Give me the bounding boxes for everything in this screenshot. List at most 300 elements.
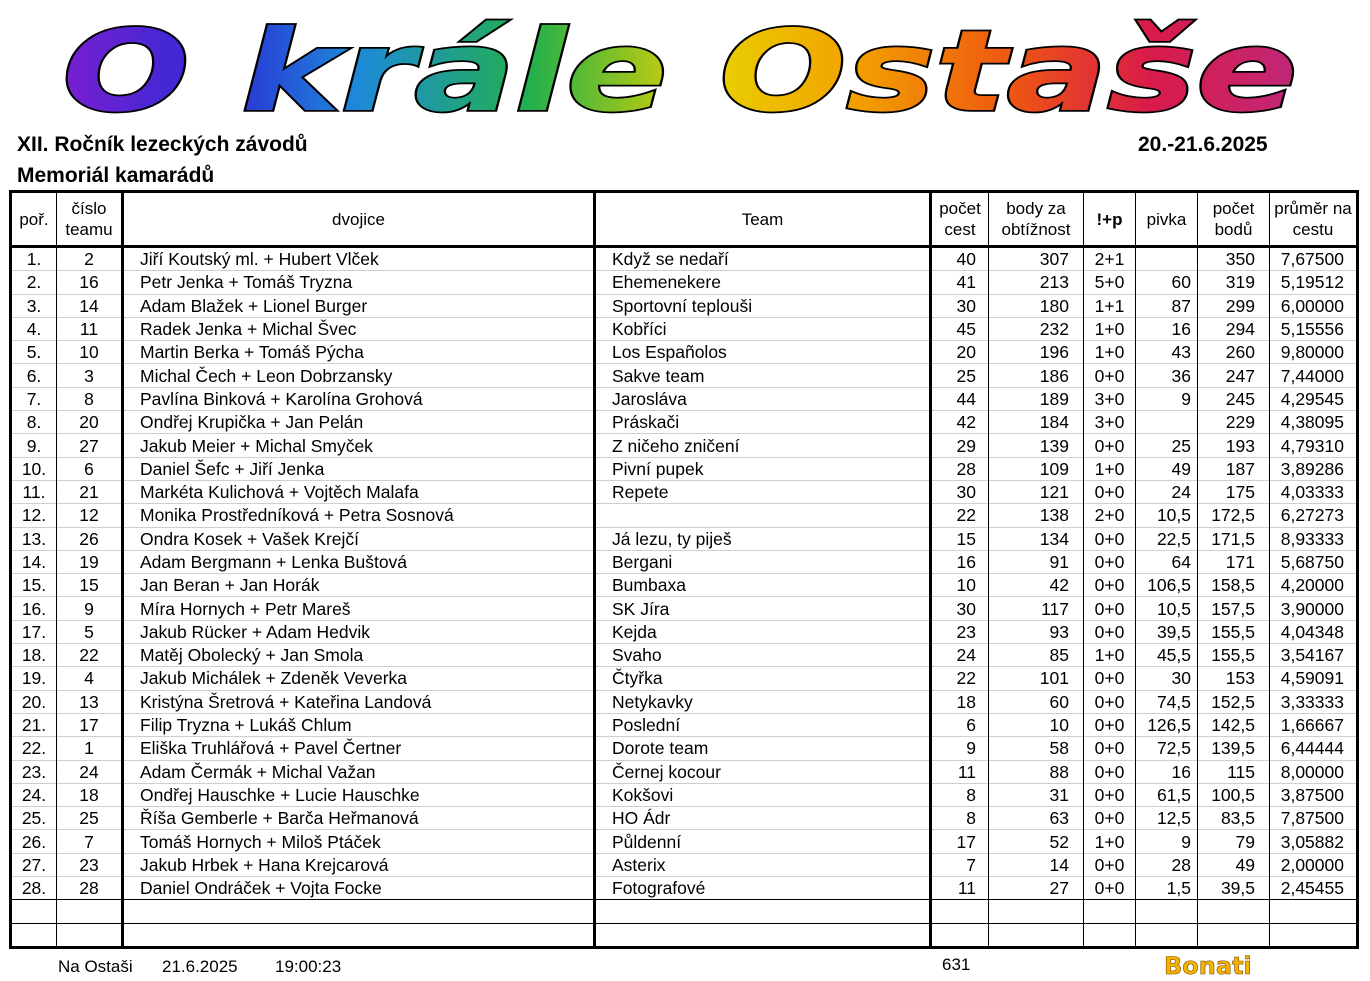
- date-range: 20.-21.6.2025: [1138, 133, 1268, 156]
- cell-body-za-obtiznost: 91: [989, 550, 1084, 573]
- cell-cislo-teamu: 15: [57, 574, 123, 597]
- cell-bonus: 1+1: [1084, 294, 1136, 317]
- cell-body-za-obtiznost: 117: [989, 597, 1084, 620]
- cell-body-za-obtiznost: 121: [989, 480, 1084, 503]
- cell-bonus: 5+0: [1084, 271, 1136, 294]
- cell-bonus: 1+0: [1084, 830, 1136, 853]
- cell-bonus: 0+0: [1084, 877, 1136, 900]
- cell-pivka: 24: [1136, 480, 1198, 503]
- cell-pivka: 60: [1136, 271, 1198, 294]
- cell-cislo-teamu: 21: [57, 480, 123, 503]
- cell-pocet-cest: 10: [931, 574, 989, 597]
- cell-body-za-obtiznost: 42: [989, 574, 1084, 597]
- table-row: [11, 387, 1358, 410]
- footer-time: 19:00:23: [275, 957, 342, 976]
- cell-poradi: 27.: [11, 853, 57, 876]
- cell-pocet-bodu: 299: [1198, 294, 1270, 317]
- table-row: [11, 737, 1358, 760]
- cell-pocet-bodu: 319: [1198, 271, 1270, 294]
- cell-pocet-bodu: 171,5: [1198, 527, 1270, 550]
- cell-pocet-cest: 11: [931, 877, 989, 900]
- cell-pocet-cest: 30: [931, 597, 989, 620]
- cell-team: Čtyřka: [595, 667, 931, 690]
- cell-dvojice: Jakub Meier + Michal Smyček: [123, 434, 595, 457]
- cell-pocet-cest: 6: [931, 713, 989, 736]
- cell-poradi: 17.: [11, 620, 57, 643]
- cell-body-za-obtiznost: 58: [989, 737, 1084, 760]
- cell-body-za-obtiznost: 213: [989, 271, 1084, 294]
- cell-pocet-cest: 22: [931, 504, 989, 527]
- table-row: [11, 877, 1358, 900]
- cell-dvojice: Eliška Truhlářová + Pavel Čertner: [123, 737, 595, 760]
- cell-dvojice: Daniel Ondráček + Vojta Focke: [123, 877, 595, 900]
- cell-prumer: 8,00000: [1270, 760, 1358, 783]
- cell-bonus: 0+0: [1084, 690, 1136, 713]
- cell-poradi: 16.: [11, 597, 57, 620]
- cell-body-za-obtiznost: 85: [989, 644, 1084, 667]
- cell-prumer: 4,59091: [1270, 667, 1358, 690]
- table-row: [11, 434, 1358, 457]
- cell-body-za-obtiznost: 88: [989, 760, 1084, 783]
- cell-pocet-cest: 17: [931, 830, 989, 853]
- cell-pocet-cest: 8: [931, 807, 989, 830]
- cell-poradi: 15.: [11, 574, 57, 597]
- cell-cislo-teamu: 20: [57, 411, 123, 434]
- cell-bonus: 0+0: [1084, 783, 1136, 806]
- table-row: [11, 644, 1358, 667]
- cell-prumer: 2,45455: [1270, 877, 1358, 900]
- cell-dvojice: Jiří Koutský ml. + Hubert Vlček: [123, 247, 595, 271]
- cell-team: Bumbaxa: [595, 574, 931, 597]
- cell-prumer: 5,15556: [1270, 317, 1358, 340]
- cell-team: Půldenní: [595, 830, 931, 853]
- cell-poradi: 14.: [11, 550, 57, 573]
- cell-dvojice: Ondřej Hauschke + Lucie Hauschke: [123, 783, 595, 806]
- cell-pocet-bodu: 187: [1198, 457, 1270, 480]
- empty-cell: [989, 900, 1084, 923]
- cell-team: Asterix: [595, 853, 931, 876]
- cell-dvojice: Martin Berka + Tomáš Pýcha: [123, 341, 595, 364]
- empty-cell: [931, 923, 989, 947]
- cell-body-za-obtiznost: 186: [989, 364, 1084, 387]
- empty-cell: [595, 923, 931, 947]
- cell-body-za-obtiznost: 31: [989, 783, 1084, 806]
- cell-dvojice: Filip Tryzna + Lukáš Chlum: [123, 713, 595, 736]
- cell-pocet-cest: 29: [931, 434, 989, 457]
- cell-team: Pivní pupek: [595, 457, 931, 480]
- cell-prumer: 4,38095: [1270, 411, 1358, 434]
- cell-cislo-teamu: 24: [57, 760, 123, 783]
- table-row: [11, 760, 1358, 783]
- cell-cislo-teamu: 28: [57, 877, 123, 900]
- cell-pivka: 64: [1136, 550, 1198, 573]
- cell-pocet-bodu: 260: [1198, 341, 1270, 364]
- cell-dvojice: Radek Jenka + Michal Švec: [123, 317, 595, 340]
- cell-cislo-teamu: 4: [57, 667, 123, 690]
- cell-body-za-obtiznost: 232: [989, 317, 1084, 340]
- cell-prumer: 4,20000: [1270, 574, 1358, 597]
- cell-poradi: 24.: [11, 783, 57, 806]
- col-header-pocet-cest: počet cest: [931, 192, 989, 247]
- empty-row: [11, 923, 1358, 947]
- cell-pocet-bodu: 247: [1198, 364, 1270, 387]
- cell-pivka: 36: [1136, 364, 1198, 387]
- empty-cell: [1198, 900, 1270, 923]
- cell-poradi: 5.: [11, 341, 57, 364]
- cell-pocet-bodu: 229: [1198, 411, 1270, 434]
- cell-cislo-teamu: 12: [57, 504, 123, 527]
- cell-pocet-cest: 44: [931, 387, 989, 410]
- cell-cislo-teamu: 6: [57, 457, 123, 480]
- table-body: [11, 247, 1358, 948]
- empty-cell: [989, 923, 1084, 947]
- cell-pocet-cest: 15: [931, 527, 989, 550]
- cell-pivka: 72,5: [1136, 737, 1198, 760]
- cell-pocet-cest: 30: [931, 294, 989, 317]
- cell-pivka: 1,5: [1136, 877, 1198, 900]
- cell-poradi: 23.: [11, 760, 57, 783]
- cell-dvojice: Michal Čech + Leon Dobrzansky: [123, 364, 595, 387]
- cell-dvojice: Jakub Michálek + Zdeněk Veverka: [123, 667, 595, 690]
- cell-pocet-bodu: 294: [1198, 317, 1270, 340]
- cell-pivka: 22,5: [1136, 527, 1198, 550]
- empty-cell: [1270, 900, 1358, 923]
- cell-pivka: 74,5: [1136, 690, 1198, 713]
- empty-cell: [1136, 900, 1198, 923]
- cell-pocet-bodu: 175: [1198, 480, 1270, 503]
- cell-pocet-bodu: 79: [1198, 830, 1270, 853]
- cell-bonus: 0+0: [1084, 527, 1136, 550]
- table-row: [11, 271, 1358, 294]
- cell-cislo-teamu: 1: [57, 737, 123, 760]
- cell-prumer: 2,00000: [1270, 853, 1358, 876]
- cell-pivka: 16: [1136, 317, 1198, 340]
- empty-cell: [123, 923, 595, 947]
- cell-team: Sakve team: [595, 364, 931, 387]
- table-row: [11, 341, 1358, 364]
- cell-prumer: 3,87500: [1270, 783, 1358, 806]
- cell-pivka: [1136, 411, 1198, 434]
- table-row: [11, 597, 1358, 620]
- cell-body-za-obtiznost: 14: [989, 853, 1084, 876]
- cell-body-za-obtiznost: 184: [989, 411, 1084, 434]
- brand-logo-text: Bonati: [1164, 952, 1252, 980]
- cell-prumer: 6,27273: [1270, 504, 1358, 527]
- cell-poradi: 20.: [11, 690, 57, 713]
- cell-pocet-cest: 24: [931, 644, 989, 667]
- table-row: [11, 574, 1358, 597]
- table-row: [11, 457, 1358, 480]
- cell-prumer: 4,79310: [1270, 434, 1358, 457]
- cell-cislo-teamu: 25: [57, 807, 123, 830]
- cell-body-za-obtiznost: 139: [989, 434, 1084, 457]
- cell-pocet-bodu: 172,5: [1198, 504, 1270, 527]
- cell-dvojice: Jakub Rücker + Adam Hedvik: [123, 620, 595, 643]
- cell-prumer: 3,89286: [1270, 457, 1358, 480]
- cell-pivka: 49: [1136, 457, 1198, 480]
- cell-dvojice: Adam Čermák + Michal Važan: [123, 760, 595, 783]
- cell-body-za-obtiznost: 196: [989, 341, 1084, 364]
- cell-dvojice: Ondra Kosek + Vašek Krejčí: [123, 527, 595, 550]
- cell-poradi: 3.: [11, 294, 57, 317]
- cell-pocet-bodu: 245: [1198, 387, 1270, 410]
- cell-team: Kokšovi: [595, 783, 931, 806]
- cell-dvojice: Ondřej Krupička + Jan Pelán: [123, 411, 595, 434]
- cell-cislo-teamu: 22: [57, 644, 123, 667]
- table-row: [11, 294, 1358, 317]
- cell-pocet-cest: 28: [931, 457, 989, 480]
- footer-total: 631: [942, 955, 971, 974]
- table-row: [11, 620, 1358, 643]
- empty-cell: [1136, 923, 1198, 947]
- cell-poradi: 7.: [11, 387, 57, 410]
- cell-dvojice: Kristýna Šretrová + Kateřina Landová: [123, 690, 595, 713]
- cell-pocet-bodu: 157,5: [1198, 597, 1270, 620]
- cell-pocet-bodu: 139,5: [1198, 737, 1270, 760]
- cell-prumer: 6,44444: [1270, 737, 1358, 760]
- cell-body-za-obtiznost: 134: [989, 527, 1084, 550]
- cell-body-za-obtiznost: 60: [989, 690, 1084, 713]
- cell-team: SK Jíra: [595, 597, 931, 620]
- cell-poradi: 11.: [11, 480, 57, 503]
- cell-prumer: 3,54167: [1270, 644, 1358, 667]
- cell-cislo-teamu: 26: [57, 527, 123, 550]
- cell-cislo-teamu: 18: [57, 783, 123, 806]
- cell-poradi: 19.: [11, 667, 57, 690]
- cell-team: Fotografové: [595, 877, 931, 900]
- cell-pocet-cest: 7: [931, 853, 989, 876]
- cell-pivka: 12,5: [1136, 807, 1198, 830]
- cell-bonus: 0+0: [1084, 550, 1136, 573]
- col-header-team: Team: [595, 192, 931, 247]
- cell-poradi: 10.: [11, 457, 57, 480]
- cell-body-za-obtiznost: 63: [989, 807, 1084, 830]
- cell-pivka: 25: [1136, 434, 1198, 457]
- col-header-cislo-teamu: číslo teamu: [57, 192, 123, 247]
- cell-pocet-cest: 30: [931, 480, 989, 503]
- cell-dvojice: Říša Gemberle + Barča Heřmanová: [123, 807, 595, 830]
- footer-date: 21.6.2025: [162, 957, 238, 976]
- cell-poradi: 18.: [11, 644, 57, 667]
- cell-team: [595, 504, 931, 527]
- empty-cell: [57, 923, 123, 947]
- cell-bonus: 0+0: [1084, 737, 1136, 760]
- cell-pocet-cest: 41: [931, 271, 989, 294]
- cell-pocet-bodu: 350: [1198, 247, 1270, 271]
- cell-prumer: 4,04348: [1270, 620, 1358, 643]
- table-header-row: [11, 192, 1358, 247]
- cell-pivka: 61,5: [1136, 783, 1198, 806]
- cell-pivka: 126,5: [1136, 713, 1198, 736]
- empty-cell: [1084, 923, 1136, 947]
- empty-cell: [123, 900, 595, 923]
- cell-poradi: 12.: [11, 504, 57, 527]
- cell-team: HO Ádr: [595, 807, 931, 830]
- cell-bonus: 1+0: [1084, 317, 1136, 340]
- cell-dvojice: Petr Jenka + Tomáš Tryzna: [123, 271, 595, 294]
- table-row: [11, 783, 1358, 806]
- cell-bonus: 0+0: [1084, 667, 1136, 690]
- cell-bonus: 0+0: [1084, 853, 1136, 876]
- table-row: [11, 247, 1358, 271]
- cell-pocet-bodu: 155,5: [1198, 620, 1270, 643]
- cell-prumer: 5,68750: [1270, 550, 1358, 573]
- cell-team: Kobříci: [595, 317, 931, 340]
- cell-team: Svaho: [595, 644, 931, 667]
- cell-prumer: 6,00000: [1270, 294, 1358, 317]
- table-row: [11, 667, 1358, 690]
- cell-prumer: 8,93333: [1270, 527, 1358, 550]
- table-row: [11, 317, 1358, 340]
- cell-pocet-bodu: 153: [1198, 667, 1270, 690]
- cell-cislo-teamu: 7: [57, 830, 123, 853]
- cell-dvojice: Adam Blažek + Lionel Burger: [123, 294, 595, 317]
- cell-poradi: 26.: [11, 830, 57, 853]
- col-header-prumer: průměr na cestu: [1270, 192, 1358, 247]
- cell-cislo-teamu: 11: [57, 317, 123, 340]
- cell-team: Jarosláva: [595, 387, 931, 410]
- cell-poradi: 6.: [11, 364, 57, 387]
- cell-pocet-bodu: 49: [1198, 853, 1270, 876]
- cell-pocet-bodu: 39,5: [1198, 877, 1270, 900]
- cell-bonus: 2+0: [1084, 504, 1136, 527]
- cell-dvojice: Daniel Šefc + Jiří Jenka: [123, 457, 595, 480]
- cell-bonus: 2+1: [1084, 247, 1136, 271]
- cell-pocet-bodu: 100,5: [1198, 783, 1270, 806]
- cell-team: Práskači: [595, 411, 931, 434]
- cell-pivka: 10,5: [1136, 597, 1198, 620]
- table-row: [11, 480, 1358, 503]
- table-row: [11, 807, 1358, 830]
- cell-pivka: 16: [1136, 760, 1198, 783]
- empty-cell: [11, 923, 57, 947]
- cell-pocet-cest: 11: [931, 760, 989, 783]
- cell-pocet-cest: 18: [931, 690, 989, 713]
- cell-body-za-obtiznost: 27: [989, 877, 1084, 900]
- cell-team: Ehemenekere: [595, 271, 931, 294]
- cell-poradi: 13.: [11, 527, 57, 550]
- col-header-poradi: poř.: [11, 192, 57, 247]
- cell-body-za-obtiznost: 138: [989, 504, 1084, 527]
- cell-bonus: 0+0: [1084, 620, 1136, 643]
- cell-dvojice: Markéta Kulichová + Vojtěch Malafa: [123, 480, 595, 503]
- cell-pivka: 30: [1136, 667, 1198, 690]
- table-row: [11, 364, 1358, 387]
- col-header-bonus: !+p: [1084, 192, 1136, 247]
- cell-prumer: 7,44000: [1270, 364, 1358, 387]
- cell-dvojice: Adam Bergmann + Lenka Buštová: [123, 550, 595, 573]
- cell-cislo-teamu: 3: [57, 364, 123, 387]
- cell-pocet-cest: 22: [931, 667, 989, 690]
- cell-bonus: 1+0: [1084, 341, 1136, 364]
- main-title: O krále Ostaše: [62, 7, 1298, 135]
- cell-team: Kejda: [595, 620, 931, 643]
- table-row: [11, 550, 1358, 573]
- table-row: [11, 690, 1358, 713]
- table-row: [11, 527, 1358, 550]
- cell-dvojice: Jakub Hrbek + Hana Krejcarová: [123, 853, 595, 876]
- cell-cislo-teamu: 14: [57, 294, 123, 317]
- cell-prumer: 5,19512: [1270, 271, 1358, 294]
- cell-pivka: [1136, 247, 1198, 271]
- cell-body-za-obtiznost: 101: [989, 667, 1084, 690]
- col-header-pocet-bodu: počet bodů: [1198, 192, 1270, 247]
- cell-pivka: 9: [1136, 387, 1198, 410]
- cell-pocet-bodu: 83,5: [1198, 807, 1270, 830]
- cell-cislo-teamu: 10: [57, 341, 123, 364]
- cell-cislo-teamu: 16: [57, 271, 123, 294]
- empty-cell: [1270, 923, 1358, 947]
- cell-body-za-obtiznost: 52: [989, 830, 1084, 853]
- cell-cislo-teamu: 17: [57, 713, 123, 736]
- cell-prumer: 7,87500: [1270, 807, 1358, 830]
- cell-pivka: 87: [1136, 294, 1198, 317]
- table-row: [11, 411, 1358, 434]
- table-row: [11, 713, 1358, 736]
- cell-pocet-bodu: 155,5: [1198, 644, 1270, 667]
- cell-poradi: 2.: [11, 271, 57, 294]
- empty-cell: [931, 900, 989, 923]
- cell-dvojice: Monika Prostředníková + Petra Sosnová: [123, 504, 595, 527]
- cell-poradi: 1.: [11, 247, 57, 271]
- cell-pocet-cest: 8: [931, 783, 989, 806]
- cell-poradi: 25.: [11, 807, 57, 830]
- cell-pocet-bodu: 152,5: [1198, 690, 1270, 713]
- cell-prumer: 3,05882: [1270, 830, 1358, 853]
- cell-dvojice: Pavlína Binková + Karolína Grohová: [123, 387, 595, 410]
- cell-cislo-teamu: 5: [57, 620, 123, 643]
- cell-pocet-bodu: 115: [1198, 760, 1270, 783]
- empty-row: [11, 900, 1358, 923]
- table-row: [11, 853, 1358, 876]
- cell-body-za-obtiznost: 10: [989, 713, 1084, 736]
- subtitle-line1: XII. Ročník lezeckých závodů: [17, 133, 308, 156]
- cell-cislo-teamu: 8: [57, 387, 123, 410]
- cell-prumer: 3,90000: [1270, 597, 1358, 620]
- cell-cislo-teamu: 23: [57, 853, 123, 876]
- cell-pocet-cest: 23: [931, 620, 989, 643]
- cell-bonus: 3+0: [1084, 387, 1136, 410]
- col-header-dvojice: dvojice: [123, 192, 595, 247]
- cell-prumer: 4,03333: [1270, 480, 1358, 503]
- subtitle-line2: Memoriál kamarádů: [17, 164, 215, 187]
- cell-body-za-obtiznost: 180: [989, 294, 1084, 317]
- cell-pocet-cest: 25: [931, 364, 989, 387]
- cell-team: Netykavky: [595, 690, 931, 713]
- cell-team: Z ničeho zničení: [595, 434, 931, 457]
- cell-cislo-teamu: 19: [57, 550, 123, 573]
- cell-pivka: 9: [1136, 830, 1198, 853]
- cell-team: Dorote team: [595, 737, 931, 760]
- cell-prumer: 9,80000: [1270, 341, 1358, 364]
- cell-pivka: 43: [1136, 341, 1198, 364]
- cell-bonus: 0+0: [1084, 480, 1136, 503]
- cell-pocet-bodu: 193: [1198, 434, 1270, 457]
- cell-poradi: 4.: [11, 317, 57, 340]
- empty-cell: [11, 900, 57, 923]
- cell-pocet-bodu: 171: [1198, 550, 1270, 573]
- cell-team: Já lezu, ty piješ: [595, 527, 931, 550]
- table-row: [11, 504, 1358, 527]
- cell-pocet-bodu: 142,5: [1198, 713, 1270, 736]
- cell-cislo-teamu: 13: [57, 690, 123, 713]
- cell-pivka: 45,5: [1136, 644, 1198, 667]
- cell-poradi: 8.: [11, 411, 57, 434]
- cell-poradi: 28.: [11, 877, 57, 900]
- cell-pivka: 106,5: [1136, 574, 1198, 597]
- cell-body-za-obtiznost: 109: [989, 457, 1084, 480]
- results-table: [9, 190, 1359, 949]
